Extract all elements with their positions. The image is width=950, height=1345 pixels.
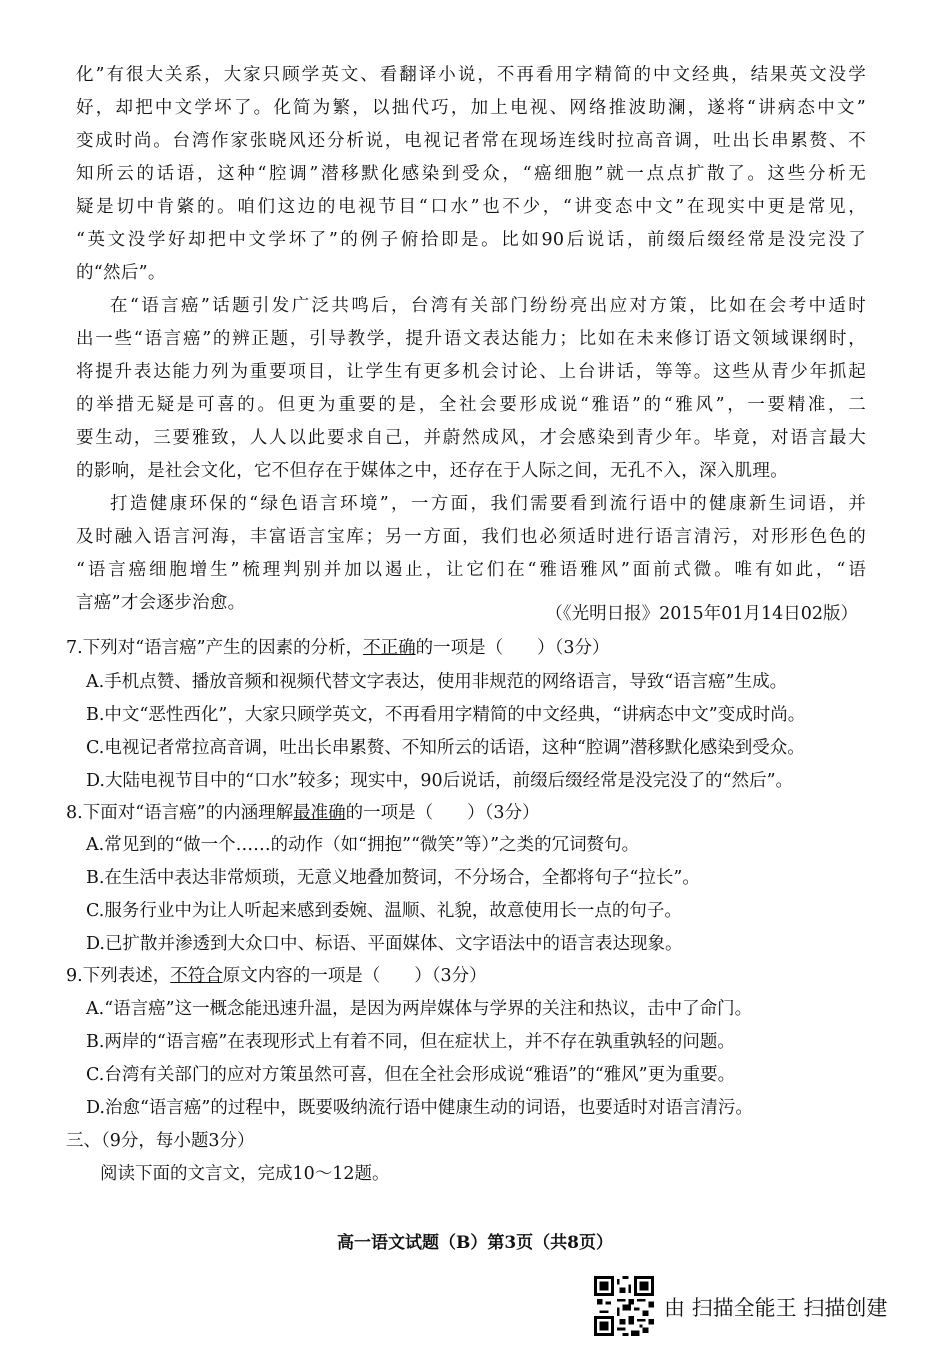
option-c: C.电视记者常拉高音调，吐出长串累赘、不知所云的话语，这种“腔调”潜移默化感染到受众。 xyxy=(86,738,805,758)
option-b: B.中文“恶性西化”，大家只顾学英文，不再看用字精简的中文经典，“讲病态中文”变成时尚。 xyxy=(86,705,806,725)
text-line: 出一些“语言癌”的辨正题，引导教学，提升语文表达能力；比如在未来修订语文领域课纲时， xyxy=(76,329,866,349)
text-line: 言癌”才会逐步治愈。 xyxy=(76,593,246,613)
option-c: C.台湾有关部门的应对方策虽然可喜，但在全社会形成说“雅语”的“雅风”更为重要。 xyxy=(86,1065,736,1085)
stem-prefix: 9.下列表述， xyxy=(66,966,171,986)
text-line: 打造健康环保的“绿色语言环境”，一方面，我们需要看到流行语中的健康新生词语，并 xyxy=(110,494,866,514)
text-line: 的“然后”。 xyxy=(76,263,166,283)
stem-end: ）（3分） xyxy=(467,803,540,823)
stem-prefix: 7.下列对“语言癌”产生的因素的分析， xyxy=(66,638,364,658)
option-d: D.已扩散并渗透到大众口中、标语、平面媒体、文字语法中的语言表达现象。 xyxy=(86,934,683,954)
text-line: 化”有很大关系，大家只顾学英文、看翻译小说，不再看用字精简的中文经典，结果英文没学 xyxy=(76,65,866,85)
text-line: “语言癌细胞增生”梳理判别并加以遏止，让它们在“雅语雅风”面前式微。唯有如此，“语 xyxy=(76,560,866,580)
text-line: 要生动，三要雅致，人人以此要求自己，并蔚然成风，才会感染到青少年。毕竟，对语言最大 xyxy=(76,428,866,448)
stem-suffix: 的一项是（ xyxy=(345,803,434,823)
section-instruction: 阅读下面的文言文，完成10～12题。 xyxy=(100,1164,390,1184)
stem-prefix: 8.下面对“语言癌”的内涵理解 xyxy=(66,803,294,823)
option-b: B.两岸的“语言癌”在表现形式上有着不同，但在症状上，并不存在孰重孰轻的问题。 xyxy=(86,1032,735,1052)
text-line: 的举措无疑是可喜的。但更为重要的是，全社会要形成说“雅语”的“雅风”，一要精准，二 xyxy=(76,395,866,415)
text-line: 及时融入语言河海，丰富语言宝库；另一方面，我们也必须适时进行语言清污，对形形色色的 xyxy=(76,527,866,547)
option-b: B.在生活中表达非常烦琐，无意义地叠加赘词，不分场合，全都将句子“拉长”。 xyxy=(86,868,700,888)
stem-end: ）（3分） xyxy=(537,638,610,658)
stem-suffix: 的一项是（ xyxy=(415,638,504,658)
text-line: 变成时尚。台湾作家张晓风还分析说，电视记者常在现场连线时拉高音调，吐出长串累赘、不 xyxy=(76,131,866,151)
question-stem xyxy=(66,962,487,987)
stem-key: 不符合 xyxy=(170,966,223,986)
text-line: 在“语言癌”话题引发广泛共鸣后，台湾有关部门纷纷亮出应对方策，比如在会考中适时 xyxy=(110,296,866,316)
option-a: A.“语言癌”这一概念能迅速升温，是因为两岸媒体与学界的关注和热议，击中了命门。 xyxy=(86,999,753,1019)
question-stem xyxy=(66,634,609,659)
option-c: C.服务行业中为让人听起来感到委婉、温顺、礼貌，故意使用长一点的句子。 xyxy=(86,901,682,921)
stem-suffix: 原文内容的一项是（ xyxy=(222,966,381,986)
text-line: 将提升表达能力列为重要项目，让学生有更多机会讨论、上台讲话，等等。这些从青少年抓起 xyxy=(76,362,866,382)
page-footer: 高一语文试题（B）第3页（共8页） xyxy=(336,1233,614,1253)
text-line: “英文没学好却把中文学坏了”的例子俯拾即是。比如90后说话，前缀后缀经常是没完没了 xyxy=(76,230,866,250)
text-line: 好，却把中文学坏了。化简为繁，以拙代巧，加上电视、网络推波助澜，遂将“讲病态中文” xyxy=(76,98,866,118)
section-heading: 三、（9分，每小题3分） xyxy=(66,1131,255,1151)
stem-key: 最准确 xyxy=(293,803,346,823)
qr-code-icon xyxy=(594,1276,654,1336)
option-d: D.治愈“语言癌”的过程中，既要吸纳流行语中健康生动的词语，也要适时对语言清污。 xyxy=(86,1098,753,1118)
stem-key: 不正确 xyxy=(363,638,416,658)
option-d: D.大陆电视节目中的“口水”较多；现实中，90后说话，前缀后缀经常是没完没了的“然后”。 xyxy=(86,771,794,791)
option-a: A.手机点赞、播放音频和视频代替文字表达，使用非规范的网络语言，导致“语言癌”生成。 xyxy=(86,672,788,692)
stem-end: ）（3分） xyxy=(414,966,487,986)
option-a: A.常见到的“做一个……的动作（如“拥抱”“微笑”等）”之类的冗词赘句。 xyxy=(86,835,640,855)
source-citation: （《光明日报》2015年01月14日02版） xyxy=(545,604,858,624)
question-stem xyxy=(66,799,539,824)
text-line: 知所云的话语，这种“腔调”潜移默化感染到受众，“癌细胞”就一点点扩散了。这些分析无 xyxy=(76,164,866,184)
text-line: 疑是切中肯綮的。咱们这边的电视节目“口水”也不少，“讲变态中文”在现实中更是常见， xyxy=(76,197,866,217)
text-line: 的影响，是社会文化，它不但存在于媒体之中，还存在于人际之间，无孔不入，深入肌理。 xyxy=(76,461,788,481)
scanner-watermark: 由 扫描全能王 扫描创建 xyxy=(664,1296,888,1320)
